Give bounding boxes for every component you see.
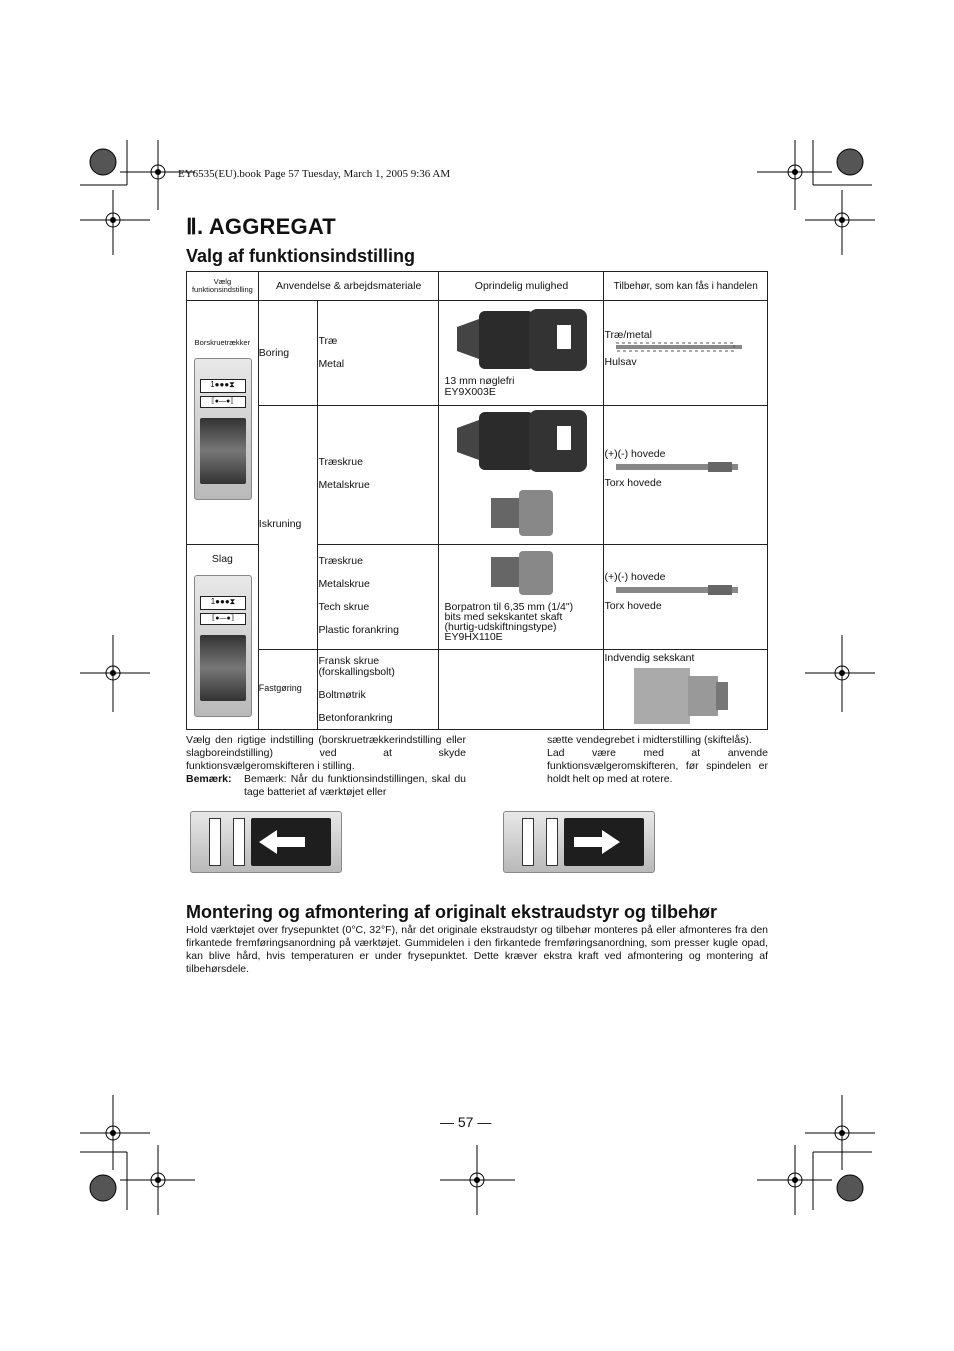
- material-item: Fransk skrue (forskallingsbolt): [318, 655, 395, 678]
- accessory-item: Torx hovede: [604, 477, 662, 489]
- materials-iskruning-b: [318, 545, 439, 650]
- bit-image: [604, 583, 744, 597]
- material-item: Boltmøtrik: [318, 689, 366, 701]
- left-paragraph: [186, 734, 466, 799]
- table-row: [187, 650, 768, 730]
- instruction-text: Lad være med at anvende funktionsvælgeromskifteren, før spindelen er holdt helt op med at rotere.: [547, 747, 768, 785]
- mode-label: Borskruetrækker: [194, 338, 251, 347]
- material-item: Metalskrue: [318, 578, 370, 590]
- materials-iskruning-a: [318, 406, 439, 545]
- option-text: 13 mm nøglefri EY9X003E: [444, 375, 515, 398]
- material-item: Metalskrue: [318, 479, 370, 491]
- section-heading: [186, 214, 336, 240]
- note-text: Bemærk: Når du funktionsindstillingen, skal du tage batteriet af værktøjet eller: [244, 773, 466, 798]
- header-col1: Vælg funktionsindstilling: [187, 272, 259, 301]
- bit-image: [604, 460, 744, 474]
- table-row: [187, 301, 768, 406]
- adapter-image: [439, 545, 603, 599]
- section-title: . AGGREGAT: [197, 214, 336, 239]
- instruction-text: sætte vendegrebet i midterstilling (skiftelås).: [547, 734, 752, 746]
- accessory-item: Træ/metal: [604, 329, 652, 341]
- accessory-iskruning-a: [604, 406, 768, 545]
- header-col2: Anvendelse & arbejdsmateriale: [258, 272, 439, 301]
- accessory-boring: [604, 301, 768, 406]
- switch-left-illustration: [190, 811, 342, 873]
- drill-bit-image: [604, 341, 744, 353]
- accessory-item: (+)(-) hovede: [604, 448, 666, 460]
- function-table: [186, 271, 768, 730]
- print-header: EY6535(EU).book Page 57 Tuesday, March 1, 2005 9:36 AM: [178, 168, 451, 180]
- mode-label: Slag: [211, 553, 233, 565]
- mode-cell-borskruetraekker: [187, 301, 259, 545]
- accessory-item: Indvendig sekskant: [604, 652, 695, 664]
- material-item: Betonforankring: [318, 712, 393, 724]
- header-col3: Oprindelig mulighed: [439, 272, 604, 301]
- material-item: Metal: [318, 358, 345, 370]
- option-iskruning-b: [439, 545, 604, 650]
- accessory-fastgoring: [604, 650, 768, 730]
- switch-image: 1●●●⧗ ⟦●—●⟧: [194, 575, 252, 717]
- page-number: — 57 —: [440, 1114, 492, 1130]
- subtitle: Valg af funktionsindstilling: [186, 246, 416, 266]
- material-item: Træskrue: [318, 456, 363, 468]
- chuck-image: [439, 301, 603, 376]
- chuck-and-adapter-image: [439, 406, 603, 541]
- option-boring: [439, 301, 604, 406]
- section2-body: Hold værktøjet over frysepunktet (0°C, 32°F), når det originale ekstraudstyr og tilbehør monteres på eller afmonteres fra den firkantede fremføringsanordning på værktøjet. Gummidelen i den firkantede fremføringsanordning, som presser kugle opad, kan blive hård, hvis temperaturen er under frysepunktet. Dette kræver ekstra kraft ved afmontering og montering af tilbehørsdele.: [186, 924, 768, 975]
- switch-right-illustration: [503, 811, 655, 873]
- accessory-item: Hulsav: [604, 356, 637, 368]
- header-col4: Tilbehør, som kan fås i handelen: [604, 272, 768, 301]
- option-text: Borpatron til 6,35 mm (1/4") bits med sekskantet skaft (hurtig-udskiftningstype) EY9HX110E: [444, 601, 574, 643]
- material-item: Plastic forankring: [318, 624, 399, 636]
- accessory-item: Torx hovede: [604, 600, 662, 612]
- table-row: [187, 406, 768, 545]
- right-paragraph: [547, 734, 768, 786]
- materials-boring: [318, 301, 439, 406]
- material-item: Træ: [318, 335, 338, 347]
- use-iskruning: Iskruning: [258, 406, 318, 650]
- option-fastgoring-empty: [439, 650, 604, 730]
- instruction-text: Vælg den rigtige indstilling (borskruetrækkerindstilling eller slagboreindstilling) ved at skyde funktionsvælgeromskifteren i stilling.: [186, 734, 466, 772]
- option-iskruning-a: [439, 406, 604, 545]
- section2-title: Montering og afmontering af originalt ekstraudstyr og tilbehør: [186, 902, 718, 922]
- table-header-row: [187, 272, 768, 301]
- arrow-right-icon: [564, 818, 644, 866]
- materials-fastgoring: [318, 650, 439, 730]
- section-roman: Ⅱ: [186, 214, 198, 239]
- use-boring: Boring: [258, 301, 318, 406]
- accessory-item: (+)(-) hovede: [604, 571, 666, 583]
- mode-cell-slag: [187, 545, 259, 730]
- material-item: Tech skrue: [318, 601, 370, 613]
- accessory-iskruning-b: [604, 545, 768, 650]
- material-item: Træskrue: [318, 555, 363, 567]
- hex-socket-image: [604, 664, 744, 726]
- switch-image: 1●●●⧗ ⟦●—●⟧: [194, 358, 252, 500]
- use-fastgoring: Fastgøring: [258, 650, 318, 730]
- note-label: Bemærk:: [186, 773, 232, 785]
- arrow-left-icon: [251, 818, 331, 866]
